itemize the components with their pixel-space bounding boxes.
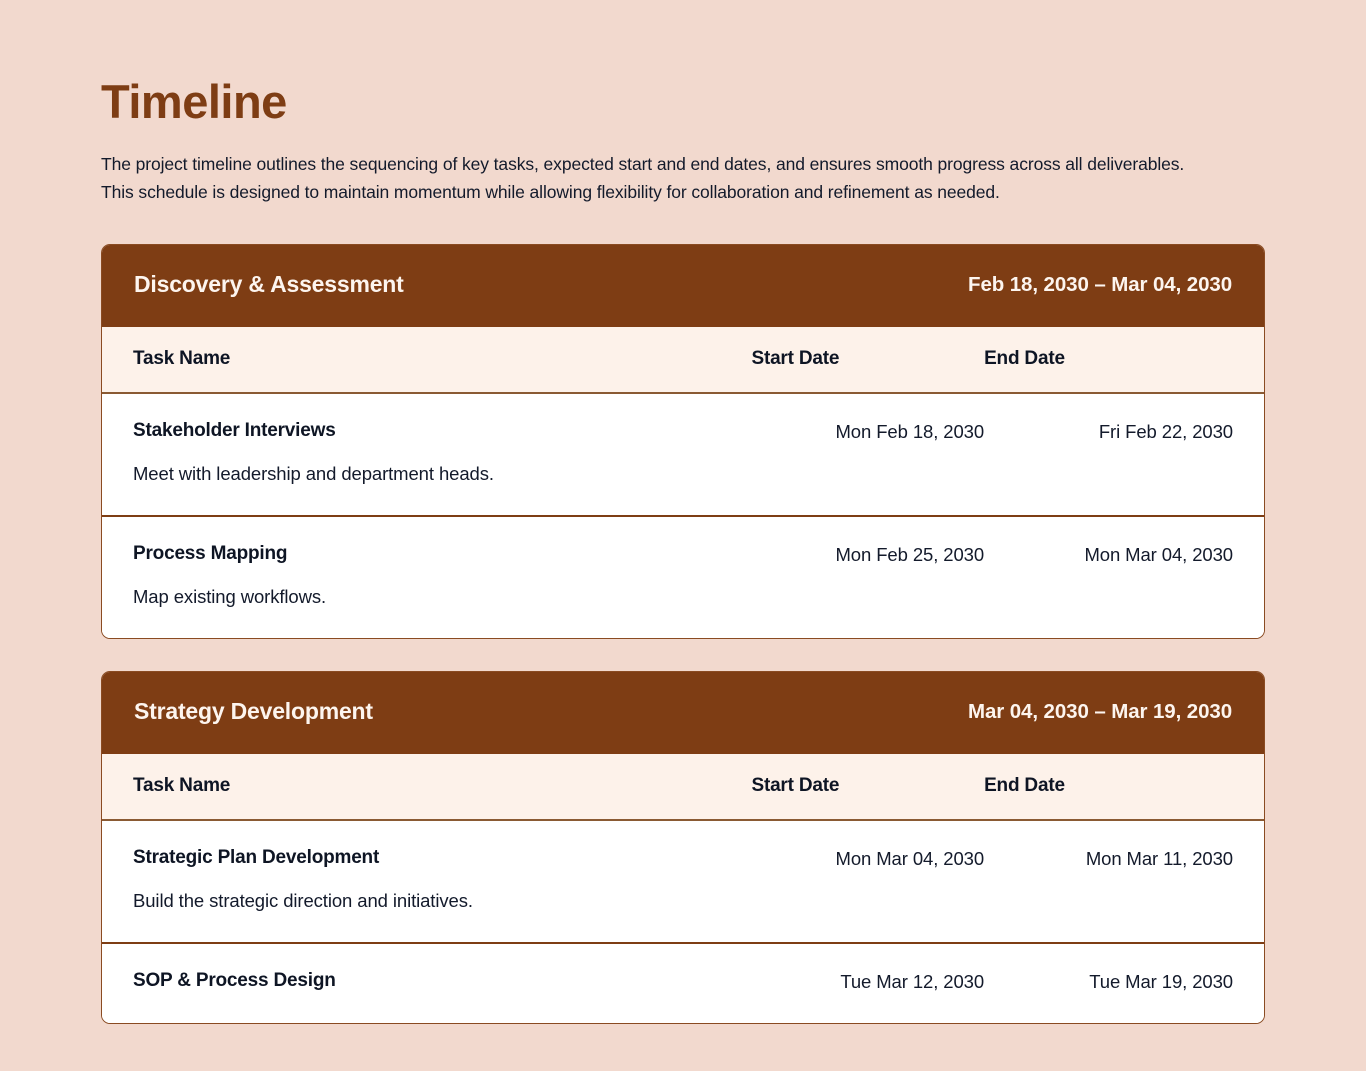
- task-table: [102, 754, 1264, 1023]
- table-row[interactable]: [102, 943, 1264, 1023]
- phase-card: [101, 244, 1265, 639]
- table-row[interactable]: [102, 820, 1264, 943]
- phase-card-header: [102, 672, 1264, 754]
- column-header-end-date[interactable]: End Date: [984, 754, 1264, 820]
- table-row[interactable]: [102, 393, 1264, 516]
- task-description: Map existing workflows.: [133, 585, 327, 607]
- task-name: Stakeholder Interviews: [133, 419, 336, 441]
- task-start-date: Tue Mar 12, 2030: [751, 943, 984, 1023]
- task-end-date: Tue Mar 19, 2030: [984, 943, 1264, 1023]
- phase-name: Strategy Development: [134, 698, 373, 725]
- task-end-date: Mon Mar 04, 2030: [984, 516, 1264, 638]
- column-header-task-name[interactable]: Task Name: [102, 754, 751, 820]
- task-name: Strategic Plan Development: [133, 846, 380, 868]
- task-end-date: Fri Feb 22, 2030: [1098, 420, 1233, 442]
- task-table: [102, 327, 1264, 638]
- column-header-start-date[interactable]: Start Date: [751, 327, 984, 393]
- task-description: Meet with leadership and department heads.: [133, 462, 494, 484]
- task-cell: [102, 393, 751, 516]
- task-table-header: [102, 327, 1264, 393]
- column-header-start-date[interactable]: Start Date: [751, 754, 984, 820]
- task-cell: [102, 820, 751, 943]
- phase-name: Discovery & Assessment: [134, 271, 404, 298]
- phase-card: [101, 671, 1265, 1024]
- task-start-date: Mon Mar 04, 2030: [835, 847, 985, 869]
- page-title: Timeline: [101, 75, 287, 128]
- task-start-date: Mon Feb 18, 2030: [835, 420, 985, 442]
- table-row[interactable]: [102, 516, 1264, 638]
- task-start-date: Mon Feb 25, 2030: [751, 516, 984, 638]
- column-header-end-date[interactable]: End Date: [984, 327, 1264, 393]
- task-cell: [102, 943, 751, 1023]
- task-name: SOP & Process Design: [133, 969, 336, 991]
- task-table-body: [102, 393, 1264, 638]
- phase-date-range: Feb 18, 2030 – Mar 04, 2030: [968, 272, 1232, 296]
- task-table-body: [102, 820, 1264, 1023]
- task-cell: [102, 516, 751, 638]
- phase-card-header: [102, 245, 1264, 327]
- task-name: Process Mapping: [133, 542, 288, 564]
- page-intro-paragraph: The project timeline outlines the sequencing of key tasks, expected start and end dates, and ensures smooth progress across all deliverables. This schedule is designed to maintain momentum while allowing flexibility for collaboration and refinement as needed.: [101, 153, 1185, 202]
- task-table-header: [102, 754, 1264, 820]
- task-description: Build the strategic direction and initiatives.: [133, 889, 473, 911]
- task-end-date: Mon Mar 11, 2030: [1085, 847, 1233, 869]
- phase-date-range: Mar 04, 2030 – Mar 19, 2030: [968, 699, 1232, 723]
- column-header-task-name[interactable]: Task Name: [102, 327, 751, 393]
- phase-card-list: [101, 244, 1265, 1024]
